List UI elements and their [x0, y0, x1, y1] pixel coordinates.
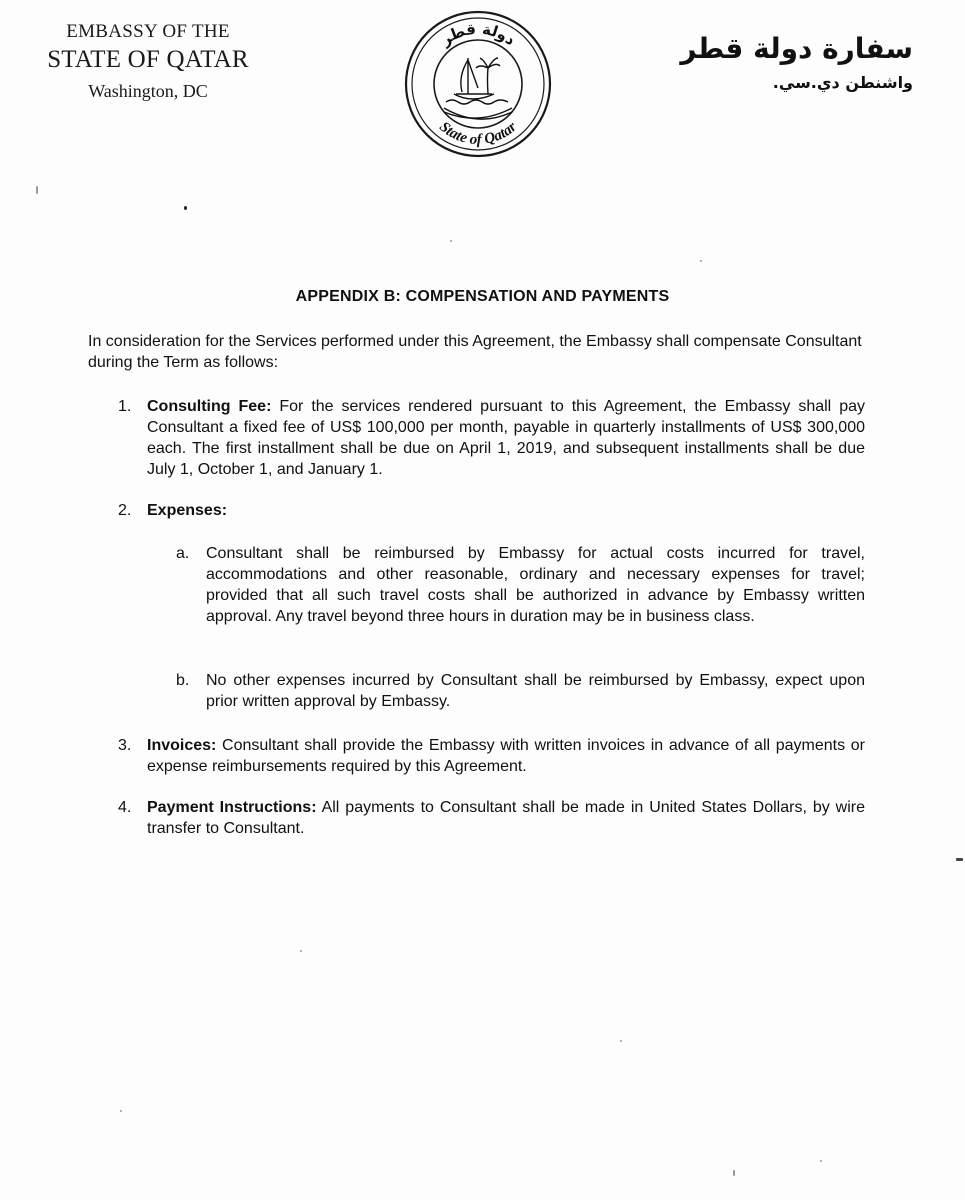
seal-bottom-text: State of Qatar	[436, 118, 520, 149]
item-2-number: 2.	[118, 502, 132, 519]
item-4-number: 4.	[118, 799, 132, 816]
state-of-qatar-seal	[402, 8, 554, 160]
scan-speck	[956, 858, 963, 861]
appendix-title: APPENDIX B: COMPENSATION AND PAYMENTS	[295, 288, 670, 305]
letterhead-embassy-line: EMBASSY OF THE	[66, 21, 230, 42]
item-3-invoices	[147, 735, 865, 777]
item-1-number: 1.	[118, 398, 132, 415]
scan-speck	[184, 206, 187, 210]
scan-speck	[700, 260, 702, 262]
scan-speck	[733, 1170, 735, 1176]
item-2-label: Expenses:	[147, 502, 228, 519]
item-1-text: For the services rendered pursuant to this Agreement, the Embassy shall pay Consultant a fixed fee of US$ 100,000 per month, payable in quarterly installments of US$ 300,000 each. The first installment shall be due on April 1, 2019, and subsequent installments shall be due July 1, October 1, and January 1.	[147, 398, 865, 478]
seal-top-text: دولة قطر	[437, 19, 519, 50]
scan-speck	[120, 1110, 122, 1112]
scan-speck	[300, 950, 302, 952]
subitem-a-letter: a.	[176, 545, 190, 562]
subitem-b-letter: b.	[176, 672, 190, 689]
letterhead-arabic-embassy: سفارة دولة قطر	[680, 32, 913, 65]
intro-paragraph: In consideration for the Services performed under this Agreement, the Embassy shall compensate Consultant during the Term as follows:	[88, 333, 862, 371]
item-3-label: Invoices:	[147, 737, 217, 754]
item-2-expenses	[147, 500, 865, 521]
letterhead-city-line: Washington, DC	[88, 81, 208, 101]
item-1-consulting-fee	[147, 396, 865, 480]
scan-speck	[620, 1040, 622, 1042]
subitem-a-text: Consultant shall be reimbursed by Embassy for actual costs incurred for travel, accommodations and other reasonable, ordinary and necessary expenses for travel; provided that all such travel costs shall be authorized in advance by Embassy written approval. Any travel beyond three hours in duration may be in business class.	[206, 545, 865, 625]
letterhead-arabic	[653, 30, 913, 94]
letterhead-arabic-city: واشنطن دي.سي.	[772, 73, 913, 92]
item-4-payment-instructions	[147, 797, 865, 839]
letterhead-english	[28, 20, 268, 104]
subitem-b-text: No other expenses incurred by Consultant shall be reimbursed by Embassy, expect upon prior written approval by Embassy.	[206, 672, 865, 710]
seal-emblem-icon	[402, 8, 554, 160]
scan-speck	[820, 1160, 822, 1162]
item-4-text: All payments to Consultant shall be made in United States Dollars, by wire transfer to Consultant.	[147, 799, 866, 837]
item-1-label: Consulting Fee:	[147, 398, 272, 415]
item-3-text: Consultant shall provide the Embassy with written invoices in advance of all payments or expense reimbursements required by this Agreement.	[147, 737, 865, 775]
item-4-label: Payment Instructions:	[147, 799, 317, 816]
letterhead-state-line: STATE OF QATAR	[47, 46, 249, 73]
scan-speck	[36, 186, 38, 194]
scan-speck	[450, 240, 452, 242]
item-3-number: 3.	[118, 737, 132, 754]
